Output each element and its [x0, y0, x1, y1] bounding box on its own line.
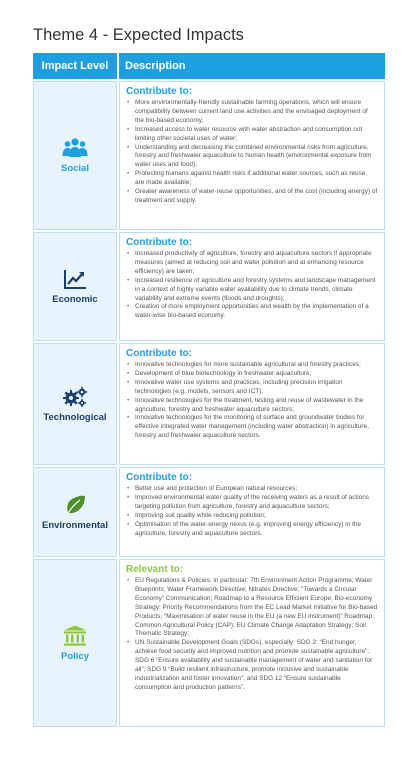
- description-cell: [119, 81, 385, 230]
- impact-level-cell: [33, 81, 117, 230]
- page-title: Theme 4 - Expected Impacts: [33, 26, 244, 44]
- description-cell: [119, 559, 385, 727]
- list-item: • Increased access to water resource with water abstraction and consumption not limiting other societal uses of water;: [126, 126, 378, 144]
- impact-level-label: Policy: [61, 650, 89, 662]
- impact-list: [126, 485, 378, 538]
- impact-level-label: Economic: [52, 294, 98, 305]
- impact-level-cell: [33, 343, 117, 465]
- list-item: • Improving soil quality while reducing pollution;: [126, 512, 378, 521]
- relevant-heading: Relevant to:: [126, 564, 184, 575]
- list-item: • Greater awareness of water-reuse opportunities, and of the cost (including energy) of treatment and supply.: [126, 188, 378, 206]
- description-cell: [119, 467, 385, 557]
- list-item: • Innovative technologies for the treatment, testing and reuse of wastewater in the agriculture, forestry and freshwater aquaculture sectors;: [126, 397, 378, 415]
- impact-level-cell: [33, 559, 117, 727]
- list-item: • Innovative technologies for the monitoring of surface and groundwater bodies for effective integrated water management (including water abstraction) in agriculture, forestry and freshwater aquaculture sectors.: [126, 414, 378, 441]
- table-row-social: [33, 81, 385, 230]
- list-item: • EU Regulations & Policies, in particular: 7th Environment Action Programme; Water Blueprints; Water Framework Directive; Nitrates Directive; “Towards a Circular Economy” Communication; Roadmap to a Resource Efficient Europe; Bio-economy Strategy; Priority Recommendations from the EC Lead Market Initiative for Bio-based Products; “Maximisation of water reuse in the EU (a new EU instrument)” Roadmap; Common Agricultural Policy (CAP); EU Climate Change Adaptation Strategy; Soil Thematic Strategy;: [126, 577, 378, 639]
- table-row-technological: [33, 343, 385, 465]
- table-header: [33, 53, 385, 79]
- list-item: • Protecting humans against health risks if additional water sources, such as reuse, are made available;: [126, 170, 378, 188]
- table-row-economic: [33, 232, 385, 341]
- list-item: • Better use and protection of European natural resources;: [126, 485, 378, 494]
- header-description: Description: [119, 53, 385, 79]
- list-item: • Understanding and decreasing the combined environmental risks from agriculture, forestry and freshwater aquaculture to human health (environmental exposure from water uses and food);: [126, 144, 378, 171]
- list-item: • UN Sustainable Development Goals (SDGs), especially: SDG 2: “End hunger, achieve food security and improved nutrition and promote sustainable agriculture”; SDG 6 “Ensure availability and sustainable management of water and sanitation for all”; SDG 9 “Build resilient infrastructure, promote inclusive and sustainable industrialization and foster innovation”; and SDG 12 “Ensure sustainable consumption and production patterns”.: [126, 639, 378, 692]
- chart-trend-icon: [62, 268, 88, 290]
- header-impact-level: Impact Level: [33, 53, 117, 79]
- impact-list: [126, 250, 378, 321]
- impact-list: [126, 99, 378, 206]
- list-item: • Increased productivity of agriculture, forestry and aquaculture sectors if appropriate measures (aimed at reducing soil and water pollution and at enhancing resource efficiency) are taken;: [126, 250, 378, 277]
- list-item: • Improved environmental water quality of the receiving waters as a result of actions targeting pollution from agriculture, forestry and aquaculture sectors;: [126, 494, 378, 512]
- impact-list: [126, 361, 378, 441]
- list-item: • More environmentally-friendly sustainable farming operations, which will ensure compatibility between current land use activities and the envisaged deployment of the bio-based economy;: [126, 99, 378, 126]
- contribute-heading: Contribute to:: [126, 237, 193, 248]
- impact-list: [126, 577, 378, 693]
- contribute-heading: Contribute to:: [126, 472, 193, 483]
- impact-level-cell: [33, 232, 117, 341]
- table-row-environmental: [33, 467, 385, 557]
- institution-icon: [62, 625, 88, 647]
- gears-icon: [62, 386, 88, 408]
- list-item: • Innovative water use systems and practices, including precision irrigation technologies (e.g. models, sensors and ICT);: [126, 379, 378, 397]
- impact-level-label: Technological: [43, 411, 107, 423]
- list-item: • Development of blue biotechnology in freshwater aquaculture;: [126, 370, 378, 379]
- impact-level-cell: [33, 467, 117, 557]
- contribute-heading: Contribute to:: [126, 86, 193, 97]
- table-row-policy: [33, 559, 385, 727]
- leaf-icon: [62, 494, 88, 516]
- contribute-heading: Contribute to:: [126, 348, 193, 359]
- description-cell: [119, 232, 385, 341]
- list-item: • Optimisation of the water-energy nexus (e.g. improving energy efficiency) in the agriculture, forestry and aquaculture sectors.: [126, 521, 378, 539]
- list-item: • Innovative technologies for more sustainable agricultural and forestry practices;: [126, 361, 378, 370]
- impact-level-label: Social: [61, 163, 89, 174]
- impact-level-label: Environmental: [42, 519, 108, 531]
- people-icon: [62, 137, 88, 159]
- list-item: • Increased resilience of agriculture and forestry systems and landscape management in a context of highly variable water availability due to climate trends, climate variability and extreme events (floods and droughts);: [126, 277, 378, 304]
- impacts-table: [33, 53, 385, 729]
- description-cell: [119, 343, 385, 465]
- list-item: • Creation of more employment opportunities and wealth by the implementation of a water-wise bio-based economy.: [126, 303, 378, 321]
